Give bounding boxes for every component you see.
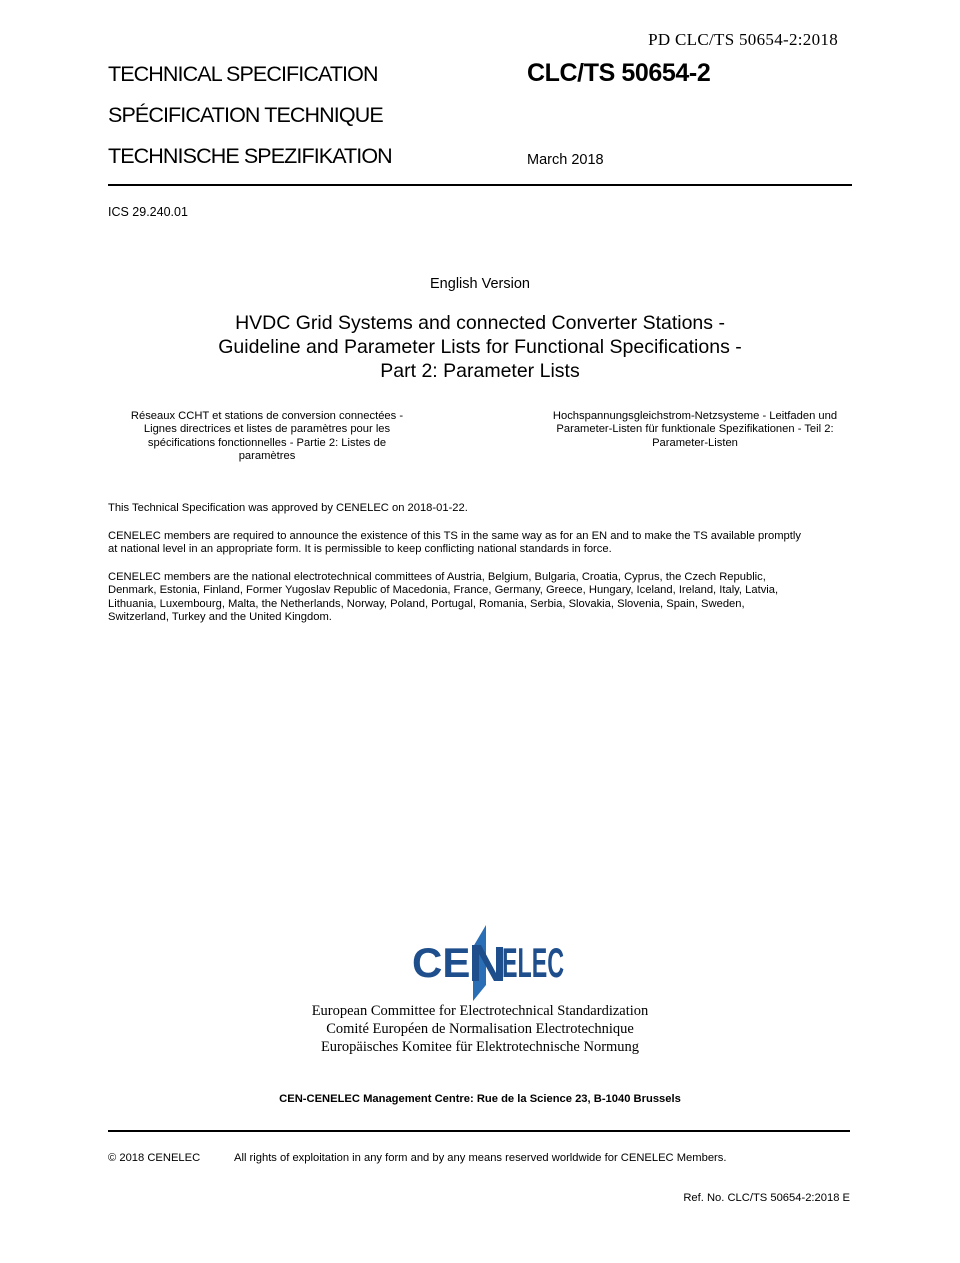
- logo-text-right: ELEC: [502, 939, 564, 986]
- french-title-line: spécifications fonctionnelles - Partie 2: Listes de: [147, 436, 387, 449]
- german-title: [530, 410, 860, 450]
- logo-text-left: CE: [412, 939, 471, 986]
- announce-paragraph: [108, 530, 856, 557]
- committee-names: [0, 1002, 960, 1056]
- main-title-line: Part 2: Parameter Lists: [380, 360, 580, 382]
- document-number: CLC/TS 50654-2: [527, 59, 711, 87]
- committee-name-german: Europäisches Komitee für Elektrotechnische Normung: [320, 1039, 640, 1055]
- french-title-line: Lignes directrices et listes de paramètres pour les: [143, 423, 391, 436]
- french-title-line: Réseaux CCHT et stations de conversion connectées -: [130, 410, 404, 422]
- main-title-line: Guideline and Parameter Lists for Functional Specifications -: [218, 336, 742, 358]
- german-title-line: Parameter-Listen für funktionale Spezifikationen - Teil 2:: [556, 423, 834, 436]
- members-line: CENELEC members are the national electrotechnical committees of Austria, Belgium, Bulgaria, Croatia, Cyprus, the Czech Republic,: [108, 571, 766, 583]
- members-line: Denmark, Estonia, Finland, Former Yugoslav Republic of Macedonia, France, Germany, Greece, Hungary, Iceland, Ireland, Italy, Latvia,: [108, 584, 779, 597]
- german-title-line: Parameter-Listen: [652, 436, 738, 449]
- members-line: Switzerland, Turkey and the United Kingdom.: [108, 611, 332, 624]
- copyright-notice: © 2018 CENELEC: [108, 1152, 201, 1164]
- reference-number: Ref. No. CLC/TS 50654-2:2018 E: [683, 1192, 850, 1204]
- main-title-line: HVDC Grid Systems and connected Converter Stations -: [235, 312, 725, 334]
- footer-divider: [108, 1130, 850, 1132]
- main-title: [130, 311, 830, 383]
- management-centre-address: CEN-CENELEC Management Centre: Rue de la Science 23, B-1040 Brussels: [279, 1093, 681, 1105]
- members-line: Lithuania, Luxembourg, Malta, the Netherlands, Norway, Poland, Portugal, Romania, Serbia, Slovakia, Slovenia, Spain, Sweden,: [108, 597, 745, 610]
- french-title: [112, 410, 422, 464]
- publication-date: March 2018: [527, 152, 604, 168]
- cenelec-logo: [410, 925, 566, 1001]
- french-title-line: paramètres: [238, 450, 296, 463]
- approval-paragraph: This Technical Specification was approved by CENELEC on 2018-01-22.: [108, 502, 468, 514]
- announce-line: at national level in an appropriate form. It is permissible to keep conflicting national standards in force.: [108, 543, 612, 556]
- spec-type-english: TECHNICAL SPECIFICATION: [108, 62, 378, 86]
- ics-code: ICS 29.240.01: [108, 205, 188, 219]
- spec-type-german: TECHNISCHE SPEZIFIKATION: [108, 144, 392, 168]
- document-code: PD CLC/TS 50654-2:2018: [648, 30, 838, 49]
- announce-line: CENELEC members are required to announce the existence of this TS in the same way as for an EN and to make the TS available promptly: [108, 530, 801, 542]
- committee-name-french: Comité Européen de Normalisation Electrotechnique: [326, 1021, 634, 1037]
- language-version: English Version: [430, 276, 530, 292]
- members-paragraph: [108, 571, 856, 625]
- rights-statement: All rights of exploitation in any form and by any means reserved worldwide for CENELEC Members.: [234, 1152, 727, 1164]
- logo-n-letter: [472, 945, 503, 981]
- committee-name-english: European Committee for Electrotechnical Standardization: [311, 1003, 649, 1019]
- spec-type-french: SPÉCIFICATION TECHNIQUE: [108, 103, 383, 127]
- header-divider: [108, 184, 852, 186]
- german-title-line: Hochspannungsgleichstrom-Netzsysteme - Leitfaden und: [552, 410, 838, 422]
